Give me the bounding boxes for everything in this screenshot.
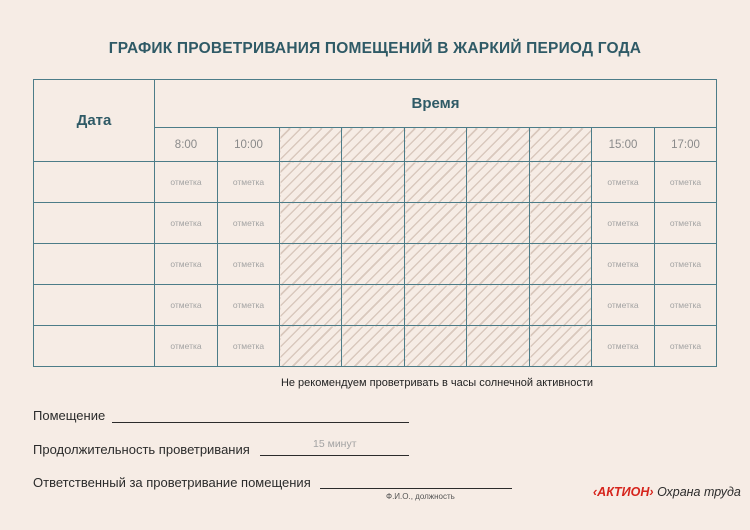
hatched-cell — [530, 244, 592, 285]
ventilation-schedule-table — [33, 79, 717, 367]
responsible-input-line[interactable] — [320, 488, 512, 489]
duration-input-line[interactable] — [260, 455, 409, 456]
mark-cell[interactable]: отметка — [592, 326, 655, 367]
responsible-hint: Ф.И.О., должность — [386, 492, 455, 501]
table-row — [34, 162, 717, 203]
hatched-cell — [280, 326, 342, 367]
hatched-time-header-cell — [405, 128, 467, 162]
date-cell[interactable] — [34, 162, 155, 203]
time-column-header: Время — [155, 80, 717, 128]
mark-cell[interactable]: отметка — [218, 326, 280, 367]
hatched-cell — [280, 244, 342, 285]
hatched-cell — [467, 326, 530, 367]
table-row — [34, 285, 717, 326]
hatched-cell — [405, 162, 467, 203]
mark-cell[interactable]: отметка — [155, 203, 218, 244]
table-row — [34, 244, 717, 285]
hatched-cell — [530, 162, 592, 203]
mark-cell[interactable]: отметка — [218, 203, 280, 244]
mark-cell[interactable]: отметка — [592, 162, 655, 203]
room-label: Помещение — [33, 408, 106, 423]
mark-cell[interactable]: отметка — [655, 285, 717, 326]
hatched-cell — [530, 203, 592, 244]
time-slot-header: 10:00 — [218, 128, 280, 162]
mark-cell[interactable]: отметка — [155, 326, 218, 367]
table-row — [34, 203, 717, 244]
hatched-cell — [280, 285, 342, 326]
hatched-cell — [405, 285, 467, 326]
hatched-cell — [467, 203, 530, 244]
time-slot-header: 17:00 — [655, 128, 717, 162]
hatched-cell — [342, 162, 405, 203]
page-title: ГРАФИК ПРОВЕТРИВАНИЯ ПОМЕЩЕНИЙ В ЖАРКИЙ ПЕРИОД ГОДА — [108, 40, 642, 57]
mark-cell[interactable]: отметка — [592, 244, 655, 285]
hatched-cell — [405, 203, 467, 244]
sun-activity-note: Не рекомендуем проветривать в часы солнечной активности — [280, 377, 594, 389]
date-cell[interactable] — [34, 326, 155, 367]
mark-cell[interactable]: отметка — [155, 285, 218, 326]
mark-cell[interactable]: отметка — [592, 285, 655, 326]
mark-cell[interactable]: отметка — [655, 162, 717, 203]
mark-cell[interactable]: отметка — [218, 285, 280, 326]
room-input-line[interactable] — [112, 422, 409, 423]
duration-label: Продолжительность проветривания — [33, 442, 250, 457]
hatched-cell — [342, 203, 405, 244]
mark-cell[interactable]: отметка — [655, 203, 717, 244]
hatched-time-header-cell — [342, 128, 405, 162]
mark-cell[interactable]: отметка — [655, 326, 717, 367]
date-cell[interactable] — [34, 285, 155, 326]
logo-brand: ‹АКТИОН› — [593, 485, 654, 499]
mark-cell[interactable]: отметка — [218, 244, 280, 285]
mark-cell[interactable]: отметка — [155, 244, 218, 285]
logo-text: Охрана труда — [657, 485, 741, 499]
hatched-cell — [405, 326, 467, 367]
hatched-time-header-cell — [467, 128, 530, 162]
hatched-cell — [342, 244, 405, 285]
table-row — [34, 326, 717, 367]
hatched-time-header-cell — [280, 128, 342, 162]
hatched-cell — [530, 326, 592, 367]
date-column-header: Дата — [34, 80, 155, 162]
responsible-label: Ответственный за проветривание помещения — [33, 475, 311, 490]
time-slot-header: 15:00 — [592, 128, 655, 162]
date-cell[interactable] — [34, 244, 155, 285]
time-slot-header: 8:00 — [155, 128, 218, 162]
hatched-cell — [280, 203, 342, 244]
hatched-cell — [280, 162, 342, 203]
hatched-cell — [342, 285, 405, 326]
mark-cell[interactable]: отметка — [592, 203, 655, 244]
hatched-cell — [467, 244, 530, 285]
hatched-cell — [530, 285, 592, 326]
hatched-cell — [405, 244, 467, 285]
hatched-time-header-cell — [530, 128, 592, 162]
date-cell[interactable] — [34, 203, 155, 244]
hatched-cell — [467, 162, 530, 203]
mark-cell[interactable]: отметка — [218, 162, 280, 203]
aktion-logo — [593, 485, 741, 499]
mark-cell[interactable]: отметка — [155, 162, 218, 203]
hatched-cell — [342, 326, 405, 367]
mark-cell[interactable]: отметка — [655, 244, 717, 285]
duration-value: 15 минут — [313, 438, 357, 450]
hatched-cell — [467, 285, 530, 326]
